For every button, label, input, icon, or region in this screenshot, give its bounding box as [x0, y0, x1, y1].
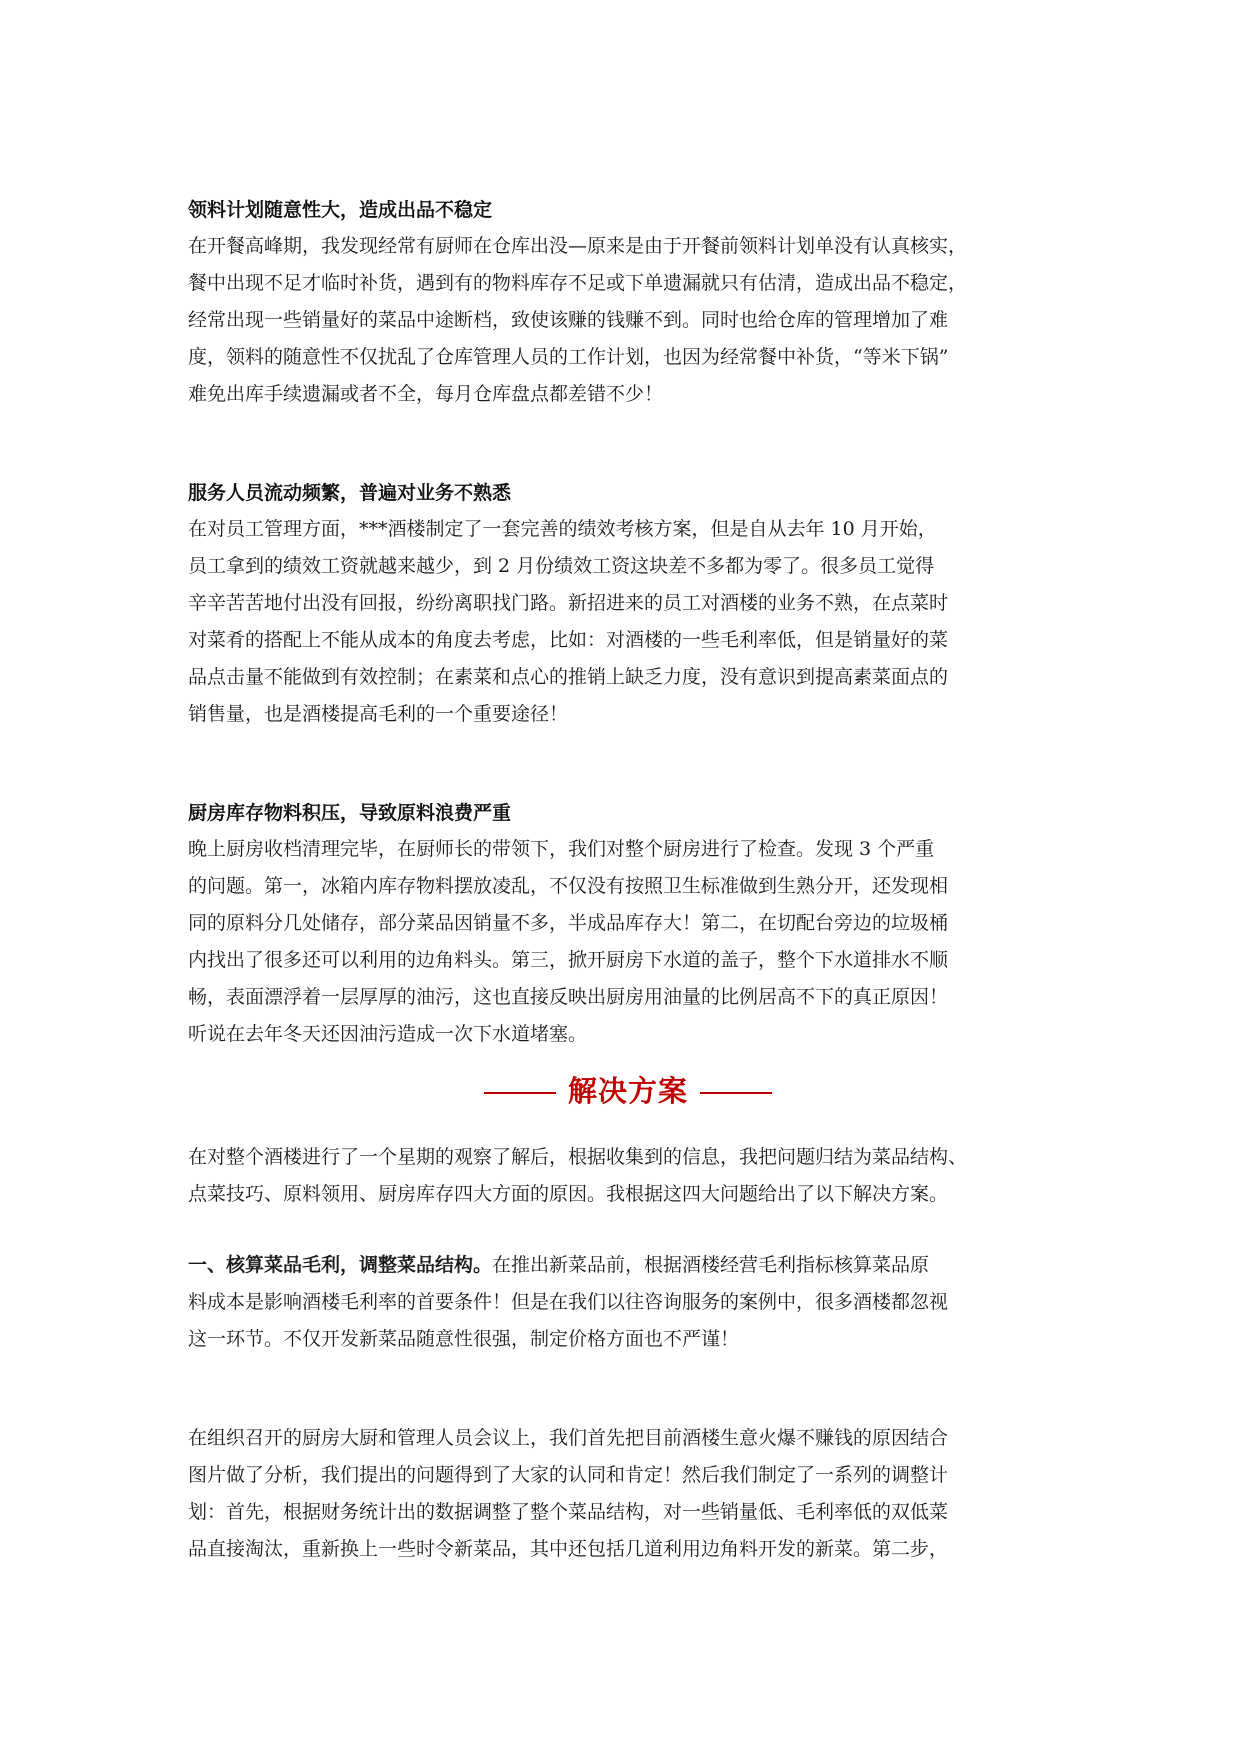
spacer [188, 413, 1068, 475]
section-heading-inventory: 厨房库存物料积压，导致原料浪费严重 [188, 802, 512, 824]
solution-point-1-follow: 在组织召开的厨房大厨和管理人员会议上，我们首先把目前酒楼生意火爆不赚钱的原因结合 图片做了分析，我们提出的问题得到了大家的认同和肯定！然后我们制定了一系列的调整计 划：首先，根据财务统计出的数据调整了整个菜品结构，对一些销量低、毛利率低的双低菜 品直接淘汰，重新换上一些时令新菜品，其中还包括几道利用边角料开发的新菜。第二步， [188, 1427, 949, 1560]
section-body-staff: 在对员工管理方面，***酒楼制定了一套完善的绩效考核方案，但是自从去年 10 月开始， 员工拿到的绩效工资就越来越少，到 2 月份绩效工资这块差不多都为零了。很多员工觉得 辛辛苦苦地付出没有回报，纷纷离职找门路。新招进来的员工对酒楼的业务不熟，在点菜时 对菜肴的搭配上不能从成本的角度去考虑，比如：对酒楼的一些毛利率低，但是销量好的菜 品点击量不能做到有效控制；在素菜和点心的推销上缺乏力度，没有意识到提高素菜面点的 销售量，也是酒楼提高毛利的一个重要途径！ [188, 518, 949, 725]
spacer [188, 733, 1068, 795]
spacer [188, 1213, 1068, 1247]
title-right-rule [700, 1092, 772, 1094]
solution-point-1-body: 在推出新菜品前，根据酒楼经营毛利指标核算菜品原 料成本是影响酒楼毛利率的首要条件！但是在我们以往咨询服务的案例中，很多酒楼都忽视 这一环节。不仅开发新菜品随意性很强，制定价格方面也不严谨！ [188, 1254, 949, 1350]
solution-title [188, 1071, 1068, 1111]
title-left-rule [484, 1092, 556, 1094]
section-heading-requisition: 领料计划随意性大，造成出品不稳定 [188, 199, 493, 221]
solution-point-1 [188, 1247, 1068, 1358]
section-body-inventory: 晚上厨房收档清理完毕，在厨师长的带领下，我们对整个厨房进行了检查。发现 3 个严重 的问题。第一，冰箱内库存物料摆放凌乱，不仅没有按照卫生标准做到生熟分开，还发现相 同的原料分几处储存，部分菜品因销量不多，半成品库存大！第二，在切配台旁边的垃圾桶 内找出了很多还可以利用的边角料头。第三，掀开厨房下水道的盖子，整个下水道排水不顺 畅，表面漂浮着一层厚厚的油污，这也直接反映出厨房用油量的比例居高不下的真正原因！ 听说在去年冬天还因油污造成一次下水道堵塞。 [188, 838, 949, 1045]
section-body-requisition: 在开餐高峰期，我发现经常有厨师在仓库出没—原来是由于开餐前领料计划单没有认真核实， 餐中出现不足才临时补货，遇到有的物料库存不足或下单遗漏就只有估清，造成出品不稳定， 经常出现一些销量好的菜品中途断档，致使该赚的钱赚不到。同时也给仓库的管理增加了难 度，领料的随意性不仅扰乱了仓库管理人员的工作计划，也因为经常餐中补货，“等米下锅” 难免出库手续遗漏或者不全，每月仓库盘点都差错不少！ [188, 235, 968, 405]
solution-intro: 在对整个酒楼进行了一个星期的观察了解后，根据收集到的信息，我把问题归结为菜品结构、 点菜技巧、原料领用、厨房库存四大方面的原因。我根据这四大问题给出了以下解决方案。 [188, 1146, 968, 1205]
solution-title-text: 解决方案 [567, 1074, 688, 1108]
section-heading-staff: 服务人员流动频繁，普遍对业务不熟悉 [188, 482, 512, 504]
solution-point-1-lead: 一、核算菜品毛利，调整菜品结构。 [188, 1254, 493, 1276]
spacer [188, 1358, 1068, 1420]
document-page [188, 192, 1068, 1568]
